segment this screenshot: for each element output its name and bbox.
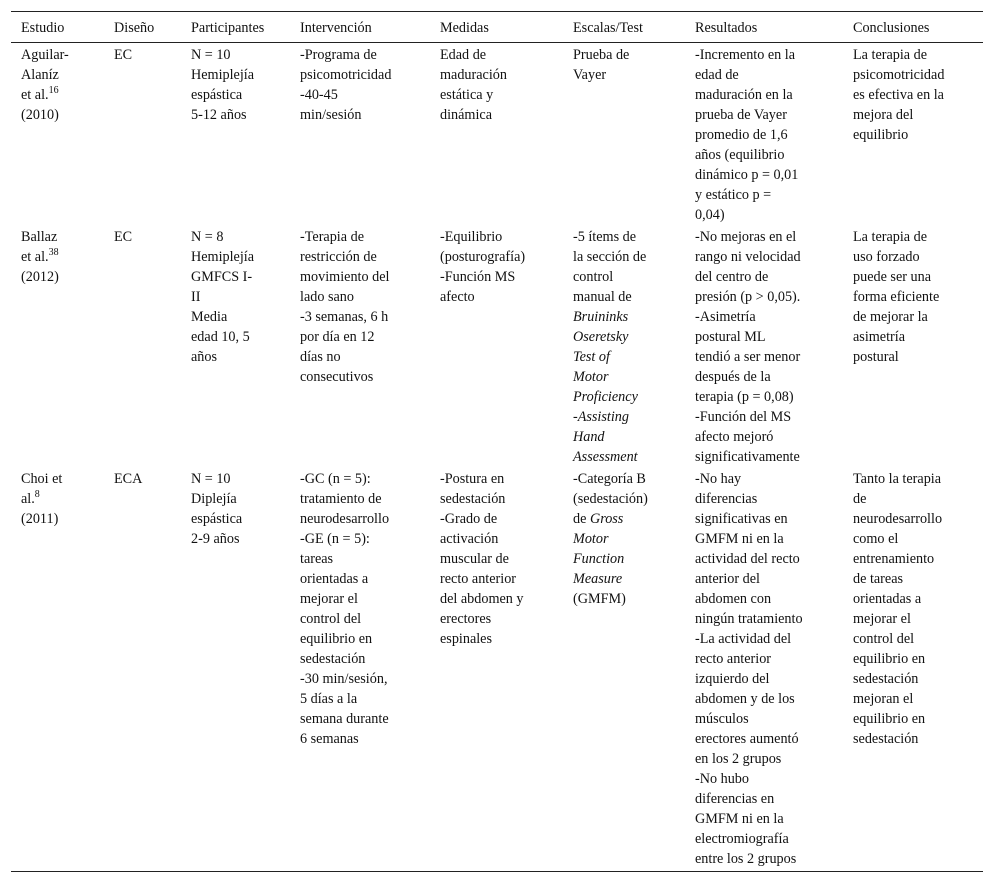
estudio-etal: et al. <box>21 87 49 103</box>
intervencion-line: -Programa de <box>300 47 377 63</box>
intervencion-line: consecutivos <box>300 369 374 385</box>
cell-medidas <box>430 467 563 872</box>
conclusiones-line: mejorar el <box>853 611 911 627</box>
intervencion-line: 6 semanas <box>300 731 359 747</box>
escalas-line <box>573 45 685 65</box>
conclusiones-line: sedestación <box>853 671 919 687</box>
cell-escalas <box>563 43 685 226</box>
participantes-line: II <box>191 289 201 305</box>
col-header-intervencion: Intervención <box>290 12 430 43</box>
resultados-line: rango ni velocidad <box>695 249 801 265</box>
escalas-text: manual de <box>573 289 632 305</box>
participantes-line: edad 10, 5 <box>191 329 250 345</box>
escalas-line <box>573 247 685 267</box>
resultados-line: músculos <box>695 711 749 727</box>
resultados-line: significativamente <box>695 449 800 465</box>
resultados-line: diferencias <box>695 491 758 507</box>
participantes-line: espástica <box>191 87 243 103</box>
escalas-line <box>573 529 685 549</box>
escalas-line <box>573 509 685 529</box>
diseno-line: ECA <box>114 471 143 487</box>
participantes-line: GMFCS I- <box>191 269 253 285</box>
resultados-line: tendió a ser menor <box>695 349 801 365</box>
studies-table <box>11 11 983 872</box>
intervencion-line: -Terapia de <box>300 229 364 245</box>
intervencion-line: equilibrio en <box>300 631 373 647</box>
escalas-text: Proficiency <box>573 389 638 405</box>
intervencion-line: movimiento del <box>300 269 390 285</box>
escalas-line <box>573 347 685 367</box>
estudio-author-line: Choi et <box>21 471 63 487</box>
escalas-text: de <box>573 511 590 527</box>
medidas-line: -Equilibrio <box>440 229 503 245</box>
resultados-line: terapia (p = 0,08) <box>695 389 794 405</box>
participantes-line: Media <box>191 309 228 325</box>
cell-medidas <box>430 43 563 226</box>
medidas-line: afecto <box>440 289 475 305</box>
resultados-line: GMFM ni en la <box>695 531 784 547</box>
resultados-line: anterior del <box>695 571 760 587</box>
intervencion-line: -3 semanas, 6 h <box>300 309 389 325</box>
escalas-text: (GMFM) <box>573 591 626 607</box>
conclusiones-line: de <box>853 491 867 507</box>
escalas-line <box>573 287 685 307</box>
cell-participantes <box>181 43 290 226</box>
conclusiones-line: equilibrio en <box>853 711 926 727</box>
resultados-line: -Asimetría <box>695 309 756 325</box>
medidas-line: maduración <box>440 67 507 83</box>
intervencion-line: sedestación <box>300 651 366 667</box>
resultados-line: -La actividad del <box>695 631 792 647</box>
escalas-line <box>573 307 685 327</box>
estudio-year: (2011) <box>21 511 59 527</box>
intervencion-line: min/sesión <box>300 107 362 123</box>
medidas-line: recto anterior <box>440 571 517 587</box>
resultados-line: edad de <box>695 67 739 83</box>
participantes-line: Hemiplejía <box>191 249 255 265</box>
medidas-line: Edad de <box>440 47 487 63</box>
resultados-line: GMFM ni en la <box>695 811 784 827</box>
col-header-diseno: Diseño <box>104 12 181 43</box>
resultados-line: -Incremento en la <box>695 47 796 63</box>
cell-resultados <box>685 43 843 226</box>
escalas-line <box>573 489 685 509</box>
medidas-line: espinales <box>440 631 493 647</box>
resultados-line: abdomen con <box>695 591 772 607</box>
col-header-estudio: Estudio <box>11 12 104 43</box>
intervencion-line: -GE (n = 5): <box>300 531 370 547</box>
conclusiones-line: orientadas a <box>853 591 922 607</box>
participantes-line: años <box>191 349 218 365</box>
cell-intervencion <box>290 467 430 872</box>
resultados-line: postural ML <box>695 329 766 345</box>
intervencion-line: psicomotricidad <box>300 67 392 83</box>
intervencion-line: neurodesarrollo <box>300 511 390 527</box>
medidas-line: -Postura en <box>440 471 505 487</box>
escalas-line <box>573 267 685 287</box>
cell-intervencion <box>290 225 430 467</box>
col-header-participantes: Participantes <box>181 12 290 43</box>
estudio-author-tail <box>21 85 104 105</box>
cell-estudio <box>11 43 104 226</box>
conclusiones-line: equilibrio en <box>853 651 926 667</box>
conclusiones-line: como el <box>853 531 899 547</box>
col-header-resultados: Resultados <box>685 12 843 43</box>
intervencion-line: por día en 12 <box>300 329 375 345</box>
resultados-line: recto anterior <box>695 651 772 667</box>
conclusiones-line: sedestación <box>853 731 919 747</box>
escalas-text: Vayer <box>573 67 607 83</box>
conclusiones-line: de mejorar la <box>853 309 928 325</box>
conclusiones-line: asimetría <box>853 329 905 345</box>
conclusiones-line: mejoran el <box>853 691 914 707</box>
resultados-line: actividad del recto <box>695 551 800 567</box>
resultados-line: años (equilibrio <box>695 147 785 163</box>
conclusiones-line: postural <box>853 349 899 365</box>
conclusiones-line: neurodesarrollo <box>853 511 943 527</box>
cell-conclusiones <box>843 43 983 226</box>
escalas-text: Bruininks <box>573 309 629 325</box>
escalas-text: Motor <box>573 369 609 385</box>
cell-resultados <box>685 467 843 872</box>
review-table-container <box>11 11 983 872</box>
intervencion-line: tratamiento de <box>300 491 382 507</box>
intervencion-line: lado sano <box>300 289 354 305</box>
estudio-year: (2010) <box>21 107 59 123</box>
conclusiones-line: entrenamiento <box>853 551 935 567</box>
resultados-line: electromiografía <box>695 831 789 847</box>
escalas-line <box>573 407 685 427</box>
resultados-line: promedio de 1,6 <box>695 127 788 143</box>
participantes-line: N = 8 <box>191 229 224 245</box>
escalas-text: -5 ítems de <box>573 229 637 245</box>
medidas-line: (posturografía) <box>440 249 526 265</box>
resultados-line: maduración en la <box>695 87 793 103</box>
table-row <box>11 467 983 872</box>
cell-participantes <box>181 467 290 872</box>
escalas-text: Motor <box>573 531 609 547</box>
col-header-escalas: Escalas/Test <box>563 12 685 43</box>
escalas-line <box>573 589 685 609</box>
escalas-line <box>573 367 685 387</box>
resultados-line: del centro de <box>695 269 769 285</box>
medidas-line: estática y <box>440 87 494 103</box>
resultados-line: diferencias en <box>695 791 775 807</box>
medidas-line: erectores <box>440 611 492 627</box>
cell-escalas <box>563 467 685 872</box>
cell-diseno <box>104 467 181 872</box>
conclusiones-line: La terapia de <box>853 47 928 63</box>
escalas-text: Hand <box>573 429 605 445</box>
intervencion-line: días no <box>300 349 341 365</box>
intervencion-line: semana durante <box>300 711 389 727</box>
escalas-text: Prueba de <box>573 47 630 63</box>
escalas-line <box>573 327 685 347</box>
escalas-line <box>573 469 685 489</box>
medidas-line: sedestación <box>440 491 506 507</box>
escalas-text: la sección de <box>573 249 647 265</box>
resultados-line: presión (p > 0,05). <box>695 289 801 305</box>
conclusiones-line: de tareas <box>853 571 904 587</box>
escalas-line <box>573 227 685 247</box>
participantes-line: N = 10 <box>191 47 231 63</box>
header-row <box>11 12 983 43</box>
estudio-author-line: Alaníz <box>21 67 59 83</box>
cell-conclusiones <box>843 467 983 872</box>
estudio-author-line: Aguilar- <box>21 47 69 63</box>
col-header-medidas: Medidas <box>430 12 563 43</box>
estudio-year: (2012) <box>21 269 59 285</box>
estudio-author-tail <box>21 247 104 267</box>
reference-number: 8 <box>34 489 40 500</box>
intervencion-line: -40-45 <box>300 87 338 103</box>
escalas-text: -Assisting <box>573 409 629 425</box>
participantes-line: 2-9 años <box>191 531 240 547</box>
escalas-text: -Categoría B <box>573 471 646 487</box>
resultados-line: -No hubo <box>695 771 749 787</box>
cell-estudio <box>11 467 104 872</box>
escalas-line <box>573 447 685 467</box>
conclusiones-line: puede ser una <box>853 269 931 285</box>
escalas-text: Test of <box>573 349 610 365</box>
escalas-line <box>573 65 685 85</box>
medidas-line: -Función MS <box>440 269 516 285</box>
medidas-line: activación <box>440 531 499 547</box>
intervencion-line: mejorar el <box>300 591 358 607</box>
reference-number: 38 <box>48 247 59 258</box>
diseno-line: EC <box>114 47 133 63</box>
resultados-line: -Función del MS <box>695 409 792 425</box>
escalas-text: Oseretsky <box>573 329 629 345</box>
medidas-line: del abdomen y <box>440 591 524 607</box>
estudio-etal: et al. <box>21 249 49 265</box>
escalas-text: Measure <box>573 571 623 587</box>
participantes-line: 5-12 años <box>191 107 247 123</box>
conclusiones-line: La terapia de <box>853 229 928 245</box>
resultados-line: en los 2 grupos <box>695 751 782 767</box>
conclusiones-line: psicomotricidad <box>853 67 945 83</box>
intervencion-line: -GC (n = 5): <box>300 471 371 487</box>
intervencion-line: tareas <box>300 551 334 567</box>
medidas-line: muscular de <box>440 551 509 567</box>
resultados-line: ningún tratamiento <box>695 611 803 627</box>
cell-participantes <box>181 225 290 467</box>
resultados-line: 0,04) <box>695 207 725 223</box>
escalas-line <box>573 387 685 407</box>
conclusiones-line: equilibrio <box>853 127 909 143</box>
resultados-line: dinámico p = 0,01 <box>695 167 799 183</box>
participantes-line: Diplejía <box>191 491 237 507</box>
resultados-line: significativas en <box>695 511 788 527</box>
resultados-line: afecto mejoró <box>695 429 774 445</box>
escalas-text-tail: Gross <box>589 511 624 527</box>
participantes-line: espástica <box>191 511 243 527</box>
participantes-line: Hemiplejía <box>191 67 255 83</box>
intervencion-line: 5 días a la <box>300 691 358 707</box>
conclusiones-line: uso forzado <box>853 249 920 265</box>
cell-conclusiones <box>843 225 983 467</box>
resultados-line: erectores aumentó <box>695 731 799 747</box>
intervencion-line: control del <box>300 611 362 627</box>
intervencion-line: restricción de <box>300 249 377 265</box>
escalas-text: (sedestación) <box>573 491 648 507</box>
medidas-line: dinámica <box>440 107 492 123</box>
escalas-text: Function <box>573 551 625 567</box>
reference-number: 16 <box>48 85 59 96</box>
cell-estudio <box>11 225 104 467</box>
col-header-conclusiones: Conclusiones <box>843 12 983 43</box>
resultados-line: prueba de Vayer <box>695 107 787 123</box>
cell-intervencion <box>290 43 430 226</box>
conclusiones-line: mejora del <box>853 107 914 123</box>
cell-medidas <box>430 225 563 467</box>
conclusiones-line: control del <box>853 631 915 647</box>
resultados-line: entre los 2 grupos <box>695 851 797 867</box>
escalas-line <box>573 569 685 589</box>
cell-diseno <box>104 43 181 226</box>
conclusiones-line: forma eficiente <box>853 289 940 305</box>
medidas-line: -Grado de <box>440 511 498 527</box>
escalas-text: Assessment <box>573 449 638 465</box>
resultados-line: abdomen y de los <box>695 691 795 707</box>
resultados-line: izquierdo del <box>695 671 770 687</box>
escalas-line <box>573 549 685 569</box>
diseno-line: EC <box>114 229 133 245</box>
intervencion-line: orientadas a <box>300 571 369 587</box>
conclusiones-line: es efectiva en la <box>853 87 944 103</box>
resultados-line: -No mejoras en el <box>695 229 797 245</box>
estudio-author-tail <box>21 489 104 509</box>
table-row <box>11 43 983 226</box>
escalas-text: control <box>573 269 614 285</box>
cell-escalas <box>563 225 685 467</box>
table-row <box>11 225 983 467</box>
resultados-line: y estático p = <box>695 187 772 203</box>
table-body <box>11 43 983 872</box>
cell-diseno <box>104 225 181 467</box>
cell-resultados <box>685 225 843 467</box>
intervencion-line: -30 min/sesión, <box>300 671 388 687</box>
estudio-etal: al. <box>21 491 35 507</box>
resultados-line: después de la <box>695 369 771 385</box>
estudio-author-line: Ballaz <box>21 229 58 245</box>
escalas-line <box>573 427 685 447</box>
conclusiones-line: Tanto la terapia <box>853 471 942 487</box>
participantes-line: N = 10 <box>191 471 231 487</box>
resultados-line: -No hay <box>695 471 742 487</box>
